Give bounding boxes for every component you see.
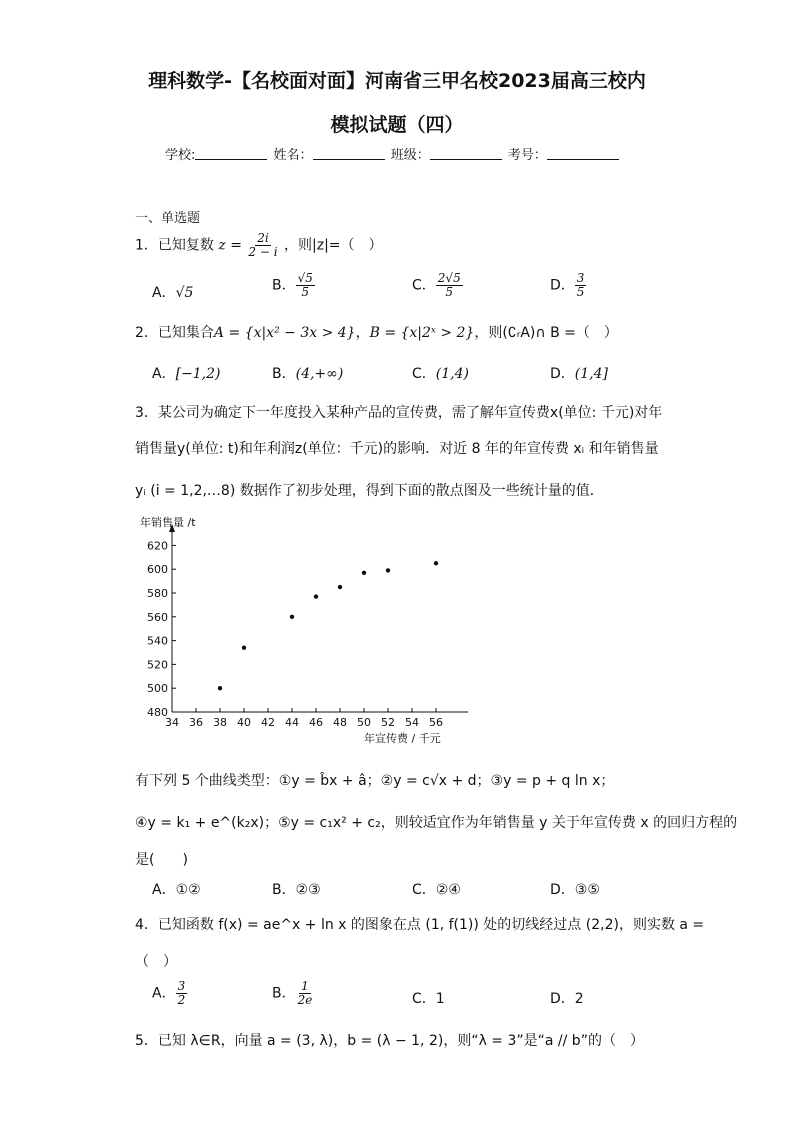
q1-lhs: z = bbox=[218, 237, 242, 254]
q3-line4: 有下列 5 个曲线类型：①y = b̂x + â；②y = c√x + d；③y = p + q ln x； bbox=[135, 773, 615, 789]
chart-axes bbox=[169, 524, 468, 715]
scatter-chart bbox=[128, 514, 468, 746]
q3-line1: 3．某公司为确定下一年度投入某种产品的宣传费，需了解年宣传费x(单位: 千元)对年 bbox=[135, 405, 663, 421]
q2-option-a[interactable]: A．[−1,2) bbox=[152, 366, 221, 382]
q4-option-d[interactable]: D．2 bbox=[550, 991, 584, 1007]
chart-x-label: 年宣传费 / 千元 bbox=[364, 732, 441, 745]
q3-option-c[interactable]: C．②④ bbox=[412, 882, 461, 898]
q1-prefix: 1．已知复数 bbox=[135, 237, 214, 254]
q3-option-d[interactable]: D．③⑤ bbox=[550, 882, 600, 898]
q3-line2: 销售量y(单位: t)和年利润z(单位：千元)的影响．对近 8 年的年宣传费 xᵢ 和年销售量 bbox=[135, 441, 659, 457]
q4-line1: 4．已知函数 f(x) = ae^x + ln x 的图象在点 (1, f(1)) 处的切线经过点 (2,2)，则实数 a = bbox=[135, 917, 705, 933]
q1-suffix: ，则|z|=（ ） bbox=[284, 237, 383, 254]
class-field[interactable] bbox=[430, 147, 502, 160]
data-point bbox=[314, 594, 318, 598]
chart-points bbox=[218, 561, 438, 690]
x-tick-label: 42 bbox=[261, 716, 275, 729]
chart-y-label: 年销售量 /t bbox=[140, 516, 196, 529]
q3-option-a[interactable]: A．①② bbox=[152, 882, 201, 898]
q1-num: 2i bbox=[257, 231, 269, 245]
x-tick-label: 38 bbox=[213, 716, 227, 729]
class-label: 班级： bbox=[390, 148, 430, 163]
q4-option-b[interactable]: B． $\frac{1}{2e}$ bbox=[272, 979, 313, 1008]
y-tick-label: 520 bbox=[147, 658, 168, 672]
y-tick-label: 540 bbox=[147, 634, 168, 648]
name-label: 姓名： bbox=[273, 148, 313, 163]
data-point bbox=[362, 571, 366, 575]
q2-set-a: A = {x|x² − 3x > 4} bbox=[213, 325, 356, 341]
x-tick-label: 34 bbox=[165, 716, 179, 729]
x-tick-label: 50 bbox=[357, 716, 371, 729]
section-heading: 一、单选题 bbox=[135, 211, 201, 226]
q2-option-d[interactable]: D．(1,4] bbox=[550, 366, 608, 382]
chart-ticks bbox=[147, 539, 443, 729]
question-2: 2．已知集合A = {x|x² − 3x > 4}，B = {x|2ˣ > 2}，则(∁ᵣA)∩ B =（ ） bbox=[135, 325, 618, 341]
q2-set-b: B = {x|2ˣ > 2} bbox=[369, 325, 475, 341]
q2-option-c[interactable]: C．(1,4) bbox=[412, 366, 469, 382]
q3-line3: yᵢ (i = 1,2,…8) 数据作了初步处理，得到下面的散点图及一些统计量的值． bbox=[135, 483, 604, 499]
data-point bbox=[218, 686, 222, 690]
x-tick-label: 36 bbox=[189, 716, 203, 729]
id-label: 考号： bbox=[507, 148, 547, 163]
x-tick-label: 40 bbox=[237, 716, 251, 729]
student-info-row bbox=[165, 144, 621, 163]
y-tick-label: 580 bbox=[147, 587, 168, 600]
y-tick-label: 480 bbox=[147, 706, 168, 719]
q4-line2: （ ） bbox=[135, 954, 177, 970]
data-point bbox=[338, 585, 342, 589]
id-field[interactable] bbox=[547, 147, 619, 160]
data-point bbox=[290, 615, 294, 619]
q4-option-c[interactable]: C．1 bbox=[412, 991, 445, 1007]
data-point bbox=[242, 646, 246, 650]
q4-option-a[interactable]: A． $\frac{3}{2}$ bbox=[152, 979, 186, 1008]
page-title-line1: 理科数学-【名校面对面】河南省三甲名校2023届高三校内 bbox=[148, 70, 646, 92]
y-tick-label: 620 bbox=[147, 539, 168, 553]
q1-fraction bbox=[246, 232, 279, 259]
question-1 bbox=[135, 232, 383, 259]
x-tick-label: 52 bbox=[381, 716, 395, 729]
x-tick-label: 54 bbox=[405, 716, 419, 729]
y-tick-label: 600 bbox=[147, 563, 168, 577]
q1-option-b[interactable]: B． $\frac{√5}{5}$ bbox=[272, 271, 313, 300]
q3-option-b[interactable]: B．②③ bbox=[272, 882, 321, 898]
y-tick-label: 500 bbox=[147, 682, 168, 696]
q1-option-d[interactable]: D． $\frac{3}{5}$ bbox=[550, 271, 585, 300]
school-field[interactable] bbox=[195, 147, 267, 160]
x-tick-label: 44 bbox=[285, 716, 299, 729]
data-point bbox=[434, 561, 438, 565]
q3-line6: 是( ) bbox=[135, 852, 188, 868]
school-label: 学校: bbox=[165, 148, 196, 163]
q1-option-a[interactable]: A．√5 bbox=[152, 285, 194, 301]
name-field[interactable] bbox=[313, 147, 385, 160]
q2-option-b[interactable]: B．(4,+∞) bbox=[272, 366, 344, 382]
q3-line5: ④y = k₁ + e^(k₂x)；⑤y = c₁x² + c₂，则较适宜作为年销售量 y 关于年宣传费 x 的回归方程的 bbox=[135, 815, 738, 831]
q5-line1: 5．已知 λ∈R，向量 a = (3, λ)，b = (λ − 1, 2)，则“λ = 3”是“a // b”的（ ） bbox=[135, 1033, 644, 1049]
q1-option-c[interactable]: C． $\frac{2√5}{5}$ bbox=[412, 271, 461, 300]
page-title-line2: 模拟试题（四） bbox=[330, 114, 464, 136]
q1-den: 2 − i bbox=[248, 245, 278, 260]
x-tick-label: 56 bbox=[429, 716, 443, 729]
x-tick-label: 46 bbox=[309, 716, 323, 729]
data-point bbox=[386, 568, 390, 572]
x-tick-label: 48 bbox=[333, 716, 347, 729]
y-tick-label: 560 bbox=[147, 610, 168, 624]
